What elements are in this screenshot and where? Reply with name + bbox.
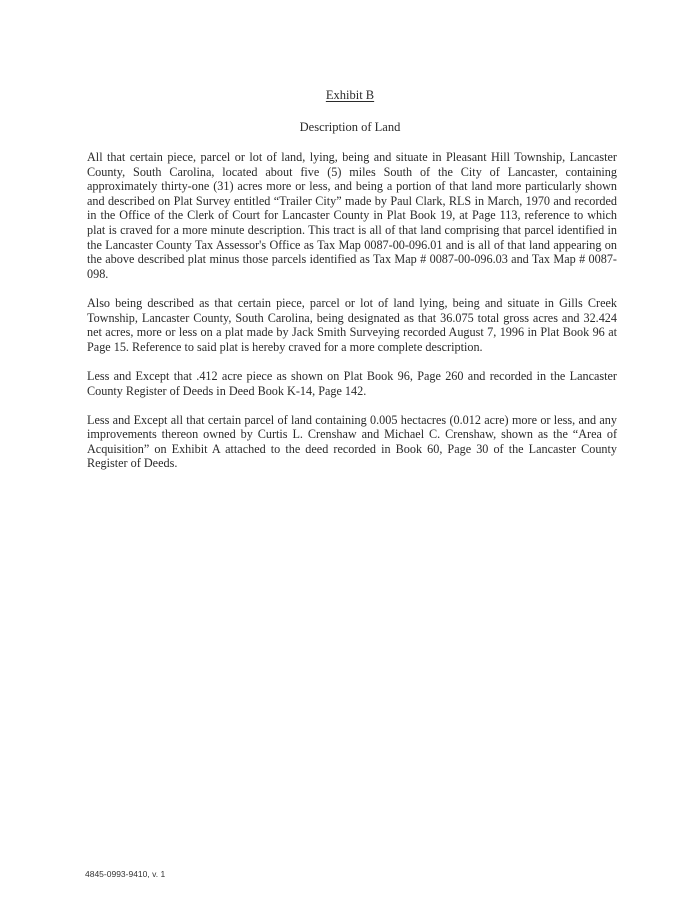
- paragraph-gills-creek-tract: Also being described as that certain piece, parcel or lot of land lying, being and situate in Gills Creek Township, Lancaster County, South Carolina, being designated as that 36.075 total gross acres and 32.424 net acres, more or less on a plat made by Jack Smith Surveying recorded August 7, 1996 in Plat Book 96 at Page 15. Reference to said plat is hereby craved for a more complete description.: [87, 295, 617, 354]
- exhibit-title: Exhibit B: [325, 88, 375, 102]
- land-description-body: [87, 150, 617, 486]
- document-footer-id: 4845-0993-9410, v. 1: [85, 869, 166, 879]
- paragraph-pleasant-hill-tract: All that certain piece, parcel or lot of land, lying, being and situate in Pleasant Hill Township, Lancaster County, South Carolina, located about five (5) miles South of the City of Lancaster, containing approximately thirty-one (31) acres more or less, and being a portion of that land more particularly shown and described on Plat Survey entitled “Trailer City” made by Paul Clark, RLS in March, 1970 and recorded in the Office of the Clerk of Court for Lancaster County in Plat Book 19, at Page 113, reference to which plat is craved for a more minute description. This tract is all of that land comprising that parcel identified in the Lancaster County Tax Assessor's Office as Tax Map 0087-00-096.01 and is all of that land appearing on the above described plat minus those parcels identified as Tax Map # 0087-00-096.03 and Tax Map # 0087-098.: [87, 150, 617, 281]
- document-subtitle: Description of Land: [299, 120, 401, 134]
- paragraph-less-except-412-acre: Less and Except that .412 acre piece as shown on Plat Book 96, Page 260 and recorded in the Lancaster County Register of Deeds in Deed Book K-14, Page 142.: [87, 368, 617, 398]
- paragraph-less-except-area-of-acquisition: Less and Except all that certain parcel of land containing 0.005 hectacres (0.012 acre) more or less, and any improvements thereon owned by Curtis L. Crenshaw and Michael C. Crenshaw, shown as the “Area of Acquisition” on Exhibit A attached to the deed recorded in Book 60, Page 30 of the Lancaster County Register of Deeds.: [87, 412, 617, 471]
